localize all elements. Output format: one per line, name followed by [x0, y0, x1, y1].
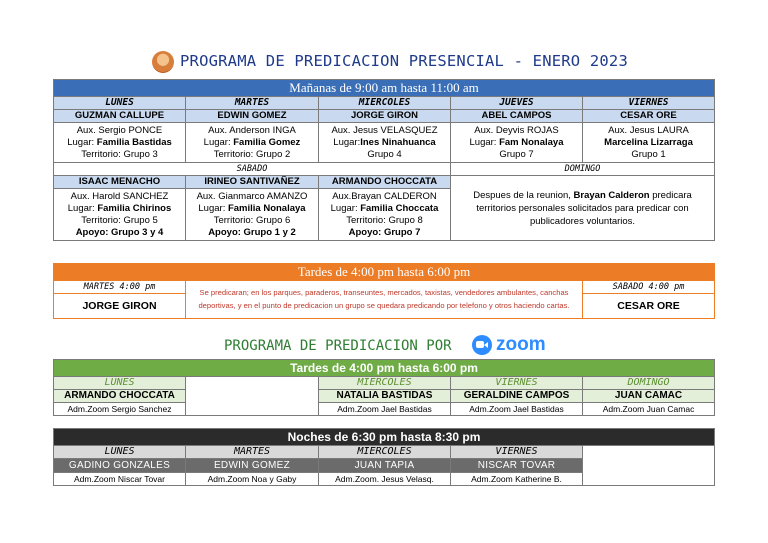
zoom-noches-day: LUNES	[54, 446, 186, 459]
zoom-tardes-day: MIERCOLES	[319, 377, 451, 390]
morning-leader: GUZMAN CALLUPE	[54, 110, 186, 123]
aux-text: Aux. Gianmarco AMANZO	[196, 190, 308, 202]
morning-day: MIERCOLES	[319, 97, 451, 110]
page-title: PROGRAMA DE PREDICACION PRESENCIAL - ENERO 2023	[180, 52, 628, 70]
zoom-tardes-name: GERALDINE CAMPOS	[451, 390, 583, 403]
lugar-text: Marcelina Lizarraga	[604, 136, 693, 148]
saturday-leader: ISAAC MENACHO	[54, 176, 186, 189]
morning-day: LUNES	[54, 97, 186, 110]
afternoon-left-day: MARTES 4:00 pm	[54, 281, 186, 294]
zoom-brand-text: zoom	[496, 334, 546, 355]
morning-day: JUEVES	[451, 97, 583, 110]
saturday-leader: ARMANDO CHOCCATA	[319, 176, 451, 189]
aux-text: Aux. Sergio PONCE	[76, 124, 163, 136]
lugar-text: Lugar: Familia Gomez	[203, 136, 301, 148]
zoom-tardes-admin: Adm.Zoom Juan Camac	[583, 403, 715, 416]
zoom-tardes-table	[53, 359, 715, 416]
territory-text: Territorio: Grupo 2	[213, 148, 291, 160]
afternoon-table	[53, 263, 715, 319]
apoyo-text: Apoyo: Grupo 3 y 4	[75, 226, 164, 238]
zoom-noches-admin: Adm.Zoom Niscar Tovar	[54, 473, 186, 486]
aux-text: Aux.Brayan CALDERON	[332, 190, 437, 202]
zoom-noches-day: VIERNES	[451, 446, 583, 459]
aux-text: Aux. Jesus LAURA	[608, 124, 689, 136]
apoyo-text: Apoyo: Grupo 1 y 2	[208, 226, 296, 238]
afternoon-right-name: CESAR ORE	[583, 294, 715, 319]
zoom-section-title: PROGRAMA DE PREDICACION POR	[224, 338, 452, 354]
zoom-tardes-admin: Adm.Zoom Jael Bastidas	[451, 403, 583, 416]
lugar-text: Lugar: Familia Chirinos	[67, 202, 172, 214]
zoom-camera-icon	[472, 335, 492, 355]
territory-text: Grupo 4	[367, 148, 402, 160]
afternoon-left-name: JORGE GIRON	[54, 294, 186, 319]
morning-leader: EDWIN GOMEZ	[186, 110, 319, 123]
territory-text: Grupo 1	[631, 148, 666, 160]
aux-text: Aux. Deyvis ROJAS	[474, 124, 559, 136]
territory-text: Territorio: Grupo 5	[81, 214, 158, 226]
morning-header: Mañanas de 9:00 am hasta 11:00 am	[54, 80, 715, 97]
afternoon-note: Se predicaran; en los parques, paraderos, transeuntes, mercados, taxistas, vendedores ambulantes, canchas deportivas, y en el punto de predicacion un grupo se quedara predicando por telefono y otros haciendo cartas.	[186, 281, 583, 319]
zoom-tardes-day: DOMINGO	[583, 377, 715, 390]
morning-day: VIERNES	[583, 97, 715, 110]
morning-day: MARTES	[186, 97, 319, 110]
zoom-noches-empty	[583, 446, 715, 486]
zoom-noches-day: MIERCOLES	[319, 446, 451, 459]
zoom-noches-name: GADINO GONZALES	[54, 459, 186, 473]
zoom-noches-day: MARTES	[186, 446, 319, 459]
morning-leader: ABEL CAMPOS	[451, 110, 583, 123]
zoom-tardes-name: ARMANDO CHOCCATA	[54, 390, 186, 403]
aux-text: Aux. Jesus VELASQUEZ	[331, 124, 438, 136]
lugar-text: Lugar: Familia Nonalaya	[198, 202, 306, 214]
aux-text: Aux. Harold SANCHEZ	[70, 190, 169, 202]
territory-text: Territorio: Grupo 8	[346, 214, 423, 226]
saturday-detail	[54, 189, 186, 241]
territory-text: Territorio: Grupo 6	[213, 214, 291, 226]
zoom-tardes-admin: Adm.Zoom Jael Bastidas	[319, 403, 451, 416]
zoom-tardes-empty	[186, 377, 319, 416]
territory-text: Territorio: Grupo 3	[81, 148, 158, 160]
zoom-noches-name: EDWIN GOMEZ	[186, 459, 319, 473]
zoom-logo	[472, 334, 546, 356]
sabado-label: SABADO	[54, 163, 451, 176]
lugar-text: Lugar: Familia Choccata	[330, 202, 439, 214]
zoom-tardes-day: VIERNES	[451, 377, 583, 390]
morning-detail	[451, 123, 583, 163]
morning-detail	[54, 123, 186, 163]
morning-leader: JORGE GIRON	[319, 110, 451, 123]
morning-detail	[583, 123, 715, 163]
apoyo-text: Apoyo: Grupo 7	[348, 226, 421, 238]
morning-leader: CESAR ORE	[583, 110, 715, 123]
zoom-tardes-name: NATALIA BASTIDAS	[319, 390, 451, 403]
zoom-tardes-admin: Adm.Zoom Sergio Sanchez	[54, 403, 186, 416]
morning-detail	[186, 123, 319, 163]
saturday-detail	[319, 189, 451, 241]
saturday-detail	[186, 189, 319, 241]
zoom-noches-admin: Adm.Zoom. Jesus Velasq.	[319, 473, 451, 486]
zoom-noches-name: NISCAR TOVAR	[451, 459, 583, 473]
zoom-tardes-name: JUAN CAMAC	[583, 390, 715, 403]
domingo-note: Despues de la reunion, Brayan Calderon predicara territorios personales solicitados para predicar con publicadores voluntarios.	[451, 176, 715, 241]
lugar-text: Lugar:Ines Ninahuanca	[333, 136, 436, 148]
domingo-label: DOMINGO	[451, 163, 715, 176]
zoom-noches-admin: Adm.Zoom Noa y Gaby	[186, 473, 319, 486]
afternoon-header: Tardes de 4:00 pm hasta 6:00 pm	[54, 264, 715, 281]
zoom-noches-table	[53, 428, 715, 486]
morning-detail	[319, 123, 451, 163]
zoom-noches-admin: Adm.Zoom Katherine B.	[451, 473, 583, 486]
zoom-tardes-header: Tardes de 4:00 pm hasta 6:00 pm	[54, 360, 715, 377]
morning-table	[53, 79, 715, 241]
kingdom-logo-icon	[152, 51, 174, 73]
zoom-noches-header: Noches de 6:30 pm hasta 8:30 pm	[54, 429, 715, 446]
aux-text: Aux. Anderson INGA	[208, 124, 296, 136]
afternoon-right-day: SABADO 4:00 pm	[583, 281, 715, 294]
zoom-tardes-day: LUNES	[54, 377, 186, 390]
lugar-text: Lugar: Fam Nonalaya	[469, 136, 564, 148]
territory-text: Grupo 7	[499, 148, 534, 160]
zoom-noches-name: JUAN TAPIA	[319, 459, 451, 473]
saturday-leader: IRINEO SANTIVAÑEZ	[186, 176, 319, 189]
lugar-text: Lugar: Familia Bastidas	[67, 136, 172, 148]
